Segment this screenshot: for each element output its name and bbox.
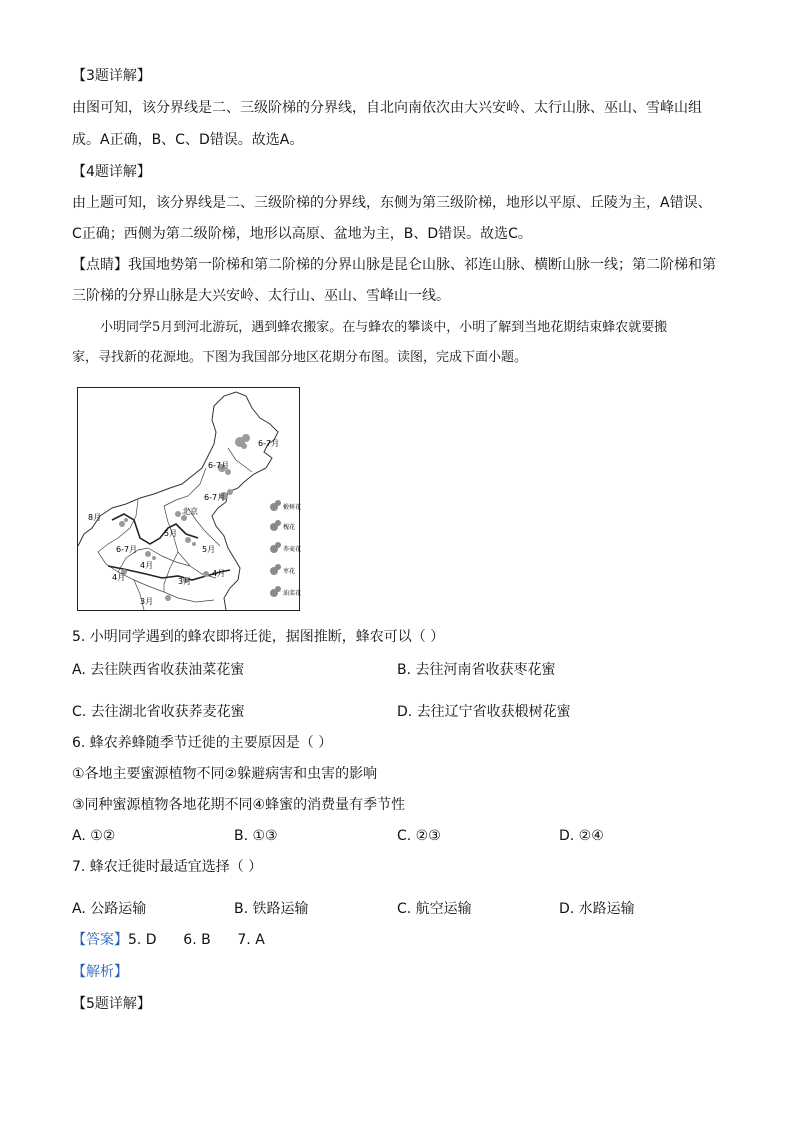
map-label-1: 6-7月 (258, 439, 280, 448)
question-6-option-a: A. ①② (72, 828, 116, 844)
answer-line (72, 930, 265, 950)
map-label-9: 4月 (112, 573, 126, 582)
tip-line-1 (72, 255, 716, 275)
map-label-12: 5月 (164, 529, 178, 538)
flowering-period-map (77, 387, 300, 611)
question-5-option-b: B. 去往河南省收获枣花蜜 (397, 662, 556, 678)
question-7-option-c: C. 航空运输 (397, 901, 472, 917)
map-label-4: 8月 (88, 513, 102, 522)
tip-text-1: 我国地势第一阶梯和第二阶梯的分界山脉是昆仑山脉、祁连山脉、横断山脉一线；第二阶梯和第 (128, 257, 716, 273)
section-5-heading: 【5题详解】 (72, 996, 151, 1012)
question-5-option-a: A. 去往陕西省收获油菜花蜜 (72, 662, 245, 678)
map-label-11: 3月 (178, 577, 192, 586)
question-6-stem: 6. 蜂农养蜂随季节迁徙的主要原因是（ ） (72, 735, 333, 751)
question-6-statement-1: ①各地主要蜜源植物不同②躲避病害和虫害的影响 (72, 766, 378, 782)
question-5-stem: 5. 小明同学遇到的蜂农即将迁徙，据图推断，蜂农可以（ ） (72, 629, 445, 645)
legend-item-5: 油菜花 (283, 590, 302, 597)
question-7-option-a: A. 公路运输 (72, 901, 147, 917)
map-label-5: 北京 (182, 507, 198, 516)
map-label-3: 6-7月 (204, 493, 226, 502)
tip-text-2: 三阶梯的分界山脉是大兴安岭、太行山、巫山、雪峰山一线。 (72, 288, 450, 304)
question-7-option-d: D. 水路运输 (559, 901, 635, 917)
tip-label: 【点睛】 (72, 257, 128, 273)
legend-item-2: 槐花 (283, 524, 296, 531)
answer-values: 5. D 6. B 7. A (128, 932, 265, 948)
stem-line-2: 家，寻找新的花源地。下图为我国部分地区花期分布图。读图，完成下面小题。 (72, 350, 528, 365)
map-label-10: 4月 (212, 569, 226, 578)
question-7-option-b: B. 铁路运输 (234, 901, 309, 917)
question-6-statement-2: ③同种蜜源植物各地花期不同④蜂蜜的消费量有季节性 (72, 797, 406, 813)
map-label-8: 4月 (140, 561, 154, 570)
section-3-heading: 【3题详解】 (72, 68, 151, 84)
analysis-label: 【解析】 (72, 964, 128, 980)
map-label-6: 6-7月 (116, 545, 138, 554)
stem-line-1: 小明同学5月到河北游玩，遇到蜂农搬家。在与蜂农的攀谈中，小明了解到当地花期结束蜂农就要搬 (100, 320, 668, 335)
section-4-text-line-1: 由上题可知，该分界线是二、三级阶梯的分界线，东侧为第三级阶梯，地形以平原、丘陵为主，A错误、 (72, 195, 712, 211)
section-3-text-line-1: 由图可知，该分界线是二、三级阶梯的分界线，自北向南依次由大兴安岭、太行山脉、巫山、雪峰山组 (72, 100, 702, 116)
question-6-option-c: C. ②③ (397, 828, 441, 844)
question-5-option-c: C. 去往湖北省收获荞麦花蜜 (72, 704, 245, 720)
legend-item-4: 枣花 (283, 568, 296, 575)
legend-item-1: 椴树花 (283, 504, 302, 511)
map-label-13: 3月 (140, 597, 154, 606)
map-label-7: 5月 (202, 545, 216, 554)
section-3-text-line-2: 成。A正确，B、C、D错误。故选A。 (72, 132, 304, 148)
map-legend (270, 500, 301, 597)
question-7-stem: 7. 蜂农迁徙时最适宜选择（ ） (72, 859, 263, 875)
section-4-heading: 【4题详解】 (72, 164, 151, 180)
question-6-option-b: B. ①③ (234, 828, 278, 844)
section-4-text-line-2: C正确；西侧为第二级阶梯，地形以高原、盆地为主，B、D错误。故选C。 (72, 226, 532, 242)
answer-label: 【答案】 (72, 932, 128, 948)
question-6-option-d: D. ②④ (559, 828, 604, 844)
map-label-2: 6-7月 (208, 461, 230, 470)
question-5-option-d: D. 去往辽宁省收获椴树花蜜 (397, 704, 571, 720)
legend-item-3: 荞麦花 (283, 546, 302, 553)
